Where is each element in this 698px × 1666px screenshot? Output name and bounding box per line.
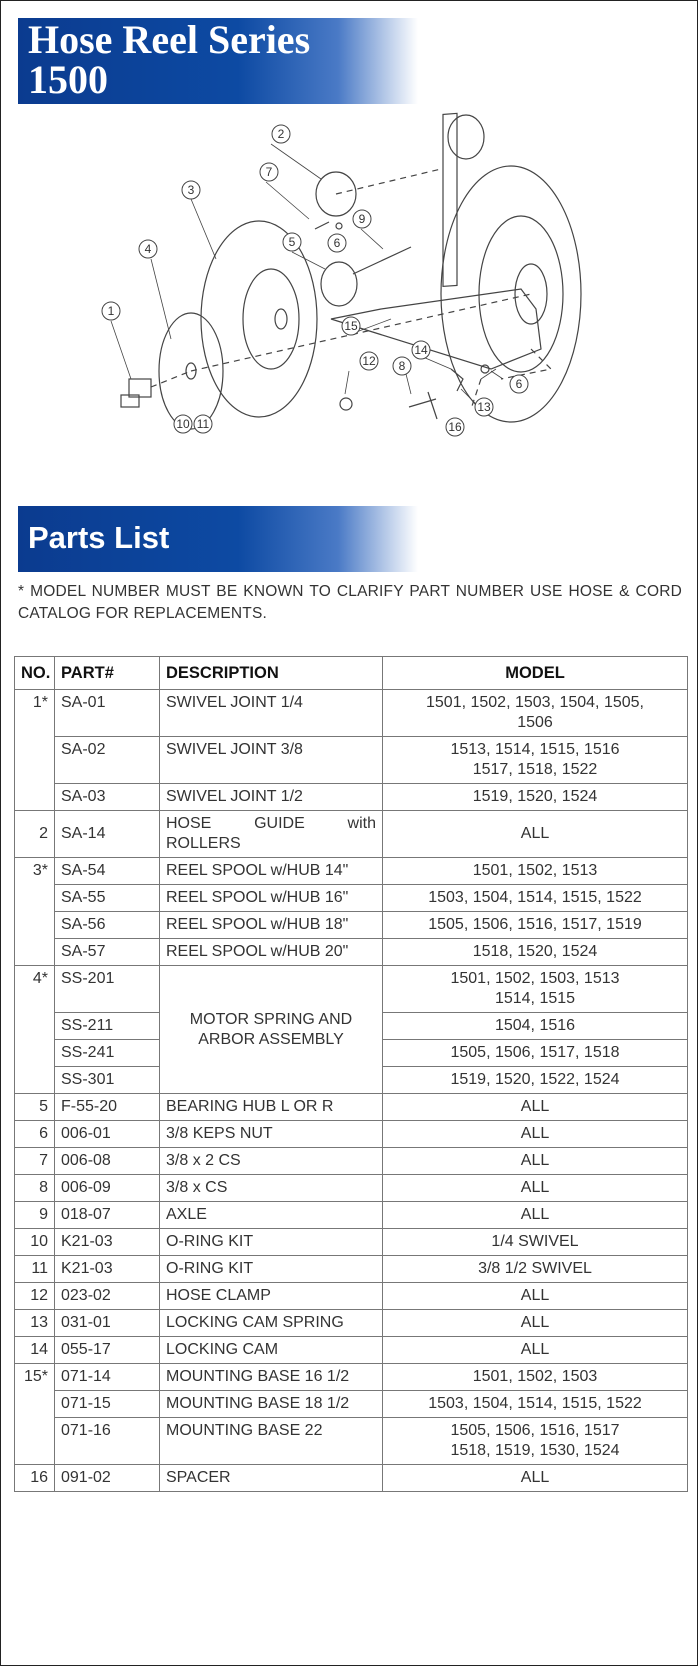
cell-model: 1519, 1520, 1522, 1524 <box>383 1067 688 1094</box>
table-row <box>15 784 688 811</box>
table-row <box>15 1202 688 1229</box>
callout-4: 4 <box>144 242 152 256</box>
cell-no: 8 <box>15 1175 55 1202</box>
swivel-joint <box>129 379 151 397</box>
top-plate <box>448 115 484 159</box>
callout-15: 15 <box>344 319 358 333</box>
cell-model: 1501, 1502, 1513 <box>383 858 688 885</box>
cell-model: 1513, 1514, 1515, 1516 1517, 1518, 1522 <box>383 737 688 784</box>
header-part: PART# <box>55 657 160 690</box>
spool-outer <box>201 221 317 417</box>
cell-no: 15* <box>15 1364 55 1465</box>
cell-model: 1/4 SWIVEL <box>383 1229 688 1256</box>
cell-part: F-55-20 <box>55 1094 160 1121</box>
cell-model: 1501, 1502, 1503 <box>383 1364 688 1391</box>
table-row <box>15 1310 688 1337</box>
cell-desc: MOTOR SPRING AND ARBOR ASSEMBLY <box>160 966 383 1094</box>
cell-no: 10 <box>15 1229 55 1256</box>
cell-part: 055-17 <box>55 1337 160 1364</box>
cell-part: SS-301 <box>55 1067 160 1094</box>
cell-part: SA-03 <box>55 784 160 811</box>
table-row <box>15 1364 688 1391</box>
cell-part: SA-55 <box>55 885 160 912</box>
table-row <box>15 1283 688 1310</box>
cell-desc: BEARING HUB L OR R <box>160 1094 383 1121</box>
cell-model: 1503, 1504, 1514, 1515, 1522 <box>383 885 688 912</box>
cell-desc: HOSE CLAMP <box>160 1283 383 1310</box>
table-row <box>15 1229 688 1256</box>
cell-part: SA-02 <box>55 737 160 784</box>
title-line-2: 1500 <box>28 57 108 102</box>
callout-8: 8 <box>398 359 406 373</box>
table-row <box>15 1256 688 1283</box>
header-model: MODEL <box>383 657 688 690</box>
callout-14: 14 <box>414 343 428 357</box>
cell-model: ALL <box>383 1202 688 1229</box>
table-row <box>15 1337 688 1364</box>
title-banner <box>18 18 418 104</box>
cell-model: ALL <box>383 1148 688 1175</box>
cell-no: 6 <box>15 1121 55 1148</box>
spool-inner <box>243 269 299 369</box>
cell-no: 4* <box>15 966 55 1094</box>
cell-no: 16 <box>15 1465 55 1492</box>
cell-model: ALL <box>383 1175 688 1202</box>
callout-13: 13 <box>477 400 491 414</box>
table-row <box>15 885 688 912</box>
bearing-hub <box>321 262 357 306</box>
cell-part: 071-14 <box>55 1364 160 1391</box>
cell-no: 7 <box>15 1148 55 1175</box>
cell-model: 1503, 1504, 1514, 1515, 1522 <box>383 1391 688 1418</box>
page-title <box>28 17 311 102</box>
cell-no: 14 <box>15 1337 55 1364</box>
cell-part: 023-02 <box>55 1283 160 1310</box>
table-row <box>15 1121 688 1148</box>
cell-model: ALL <box>383 1465 688 1492</box>
cell-model: 1501, 1502, 1503, 1504, 1505, 1506 <box>383 690 688 737</box>
cell-part: K21-03 <box>55 1229 160 1256</box>
cell-model: ALL <box>383 1283 688 1310</box>
cell-desc: MOUNTING BASE 18 1/2 <box>160 1391 383 1418</box>
cell-part: 006-01 <box>55 1121 160 1148</box>
header-no: NO. <box>15 657 55 690</box>
cell-desc: O-RING KIT <box>160 1229 383 1256</box>
cell-desc: SWIVEL JOINT 1/2 <box>160 784 383 811</box>
cell-part: 006-09 <box>55 1175 160 1202</box>
cell-no: 11 <box>15 1256 55 1283</box>
table-row <box>15 858 688 885</box>
cell-no: 2 <box>15 811 55 858</box>
table-row <box>15 966 688 1013</box>
model-note: * MODEL NUMBER MUST BE KNOWN TO CLARIFY PART NUMBER USE HOSE & CORD CATALOG FOR REPLACEMENTS. <box>18 583 682 622</box>
callout-1: 1 <box>107 304 115 318</box>
cell-model: 1505, 1506, 1516, 1517, 1519 <box>383 912 688 939</box>
callout-12: 12 <box>362 354 376 368</box>
cell-part: SA-14 <box>55 811 160 858</box>
callout-16: 16 <box>448 420 462 434</box>
cell-part: SS-241 <box>55 1040 160 1067</box>
header-description: DESCRIPTION <box>160 657 383 690</box>
parts-list-title: Parts List <box>28 520 170 555</box>
table-row <box>15 1175 688 1202</box>
cell-desc: 3/8 x CS <box>160 1175 383 1202</box>
cell-desc: AXLE <box>160 1202 383 1229</box>
cell-model: 1504, 1516 <box>383 1013 688 1040</box>
cell-part: 071-16 <box>55 1418 160 1465</box>
parts-table <box>14 656 688 1492</box>
cell-desc: LOCKING CAM SPRING <box>160 1310 383 1337</box>
cell-part: SA-01 <box>55 690 160 737</box>
frame-post <box>443 113 457 286</box>
axle <box>353 247 411 274</box>
cell-part: SS-211 <box>55 1013 160 1040</box>
cell-part: SS-201 <box>55 966 160 1013</box>
cell-desc: SPACER <box>160 1465 383 1492</box>
callout-6b: 6 <box>515 377 523 391</box>
cell-model: 1501, 1502, 1503, 1513 1514, 1515 <box>383 966 688 1013</box>
cell-part: 031-01 <box>55 1310 160 1337</box>
parts-list-banner <box>18 506 418 572</box>
cell-desc: SWIVEL JOINT 1/4 <box>160 690 383 737</box>
cell-model: 1505, 1506, 1517, 1518 <box>383 1040 688 1067</box>
cell-model: 1518, 1520, 1524 <box>383 939 688 966</box>
table-row <box>15 690 688 737</box>
cell-desc: REEL SPOOL w/HUB 20" <box>160 939 383 966</box>
cell-model: ALL <box>383 1310 688 1337</box>
table-row <box>15 912 688 939</box>
table-row <box>15 1391 688 1418</box>
cell-desc: O-RING KIT <box>160 1256 383 1283</box>
cell-part: K21-03 <box>55 1256 160 1283</box>
cell-part: SA-54 <box>55 858 160 885</box>
cell-desc: 3/8 KEPS NUT <box>160 1121 383 1148</box>
cell-model: ALL <box>383 1094 688 1121</box>
cell-part: 006-08 <box>55 1148 160 1175</box>
callout-2: 2 <box>277 127 285 141</box>
callout-11: 11 <box>196 417 210 431</box>
table-row <box>15 1465 688 1492</box>
cell-desc: MOUNTING BASE 22 <box>160 1418 383 1465</box>
cell-model: 1519, 1520, 1524 <box>383 784 688 811</box>
cell-desc: LOCKING CAM <box>160 1337 383 1364</box>
cell-part: 071-15 <box>55 1391 160 1418</box>
table-header-row <box>15 657 688 690</box>
cell-desc: REEL SPOOL w/HUB 16" <box>160 885 383 912</box>
cell-part: SA-56 <box>55 912 160 939</box>
callout-6: 6 <box>333 236 341 250</box>
cell-model: ALL <box>383 811 688 858</box>
exploded-diagram <box>91 109 681 499</box>
cell-no: 1* <box>15 690 55 811</box>
title-line-1: Hose Reel Series <box>28 17 311 62</box>
cell-desc: REEL SPOOL w/HUB 18" <box>160 912 383 939</box>
callout-3: 3 <box>187 183 195 197</box>
callout-9: 9 <box>358 212 366 226</box>
callout-5: 5 <box>288 235 296 249</box>
table-row <box>15 737 688 784</box>
callout-10: 10 <box>176 417 190 431</box>
table-row <box>15 1418 688 1465</box>
cell-part: SA-57 <box>55 939 160 966</box>
cell-model: ALL <box>383 1121 688 1148</box>
cell-part: 091-02 <box>55 1465 160 1492</box>
cell-desc: SWIVEL JOINT 3/8 <box>160 737 383 784</box>
frame-reel-inner <box>479 216 563 372</box>
cell-model: 3/8 1/2 SWIVEL <box>383 1256 688 1283</box>
cell-desc: 3/8 x 2 CS <box>160 1148 383 1175</box>
cell-no: 9 <box>15 1202 55 1229</box>
table-row <box>15 811 688 858</box>
cell-desc: MOUNTING BASE 16 1/2 <box>160 1364 383 1391</box>
cell-no: 5 <box>15 1094 55 1121</box>
table-row <box>15 939 688 966</box>
cell-desc: REEL SPOOL w/HUB 14" <box>160 858 383 885</box>
cell-no: 3* <box>15 858 55 966</box>
cell-desc: HOSE GUIDE with ROLLERS <box>160 811 383 858</box>
cell-part: 018-07 <box>55 1202 160 1229</box>
cell-no: 13 <box>15 1310 55 1337</box>
cell-model: 1505, 1506, 1516, 1517 1518, 1519, 1530, 1524 <box>383 1418 688 1465</box>
table-row <box>15 1148 688 1175</box>
callout-7: 7 <box>265 165 273 179</box>
table-row <box>15 1094 688 1121</box>
cell-model: ALL <box>383 1337 688 1364</box>
cell-no: 12 <box>15 1283 55 1310</box>
